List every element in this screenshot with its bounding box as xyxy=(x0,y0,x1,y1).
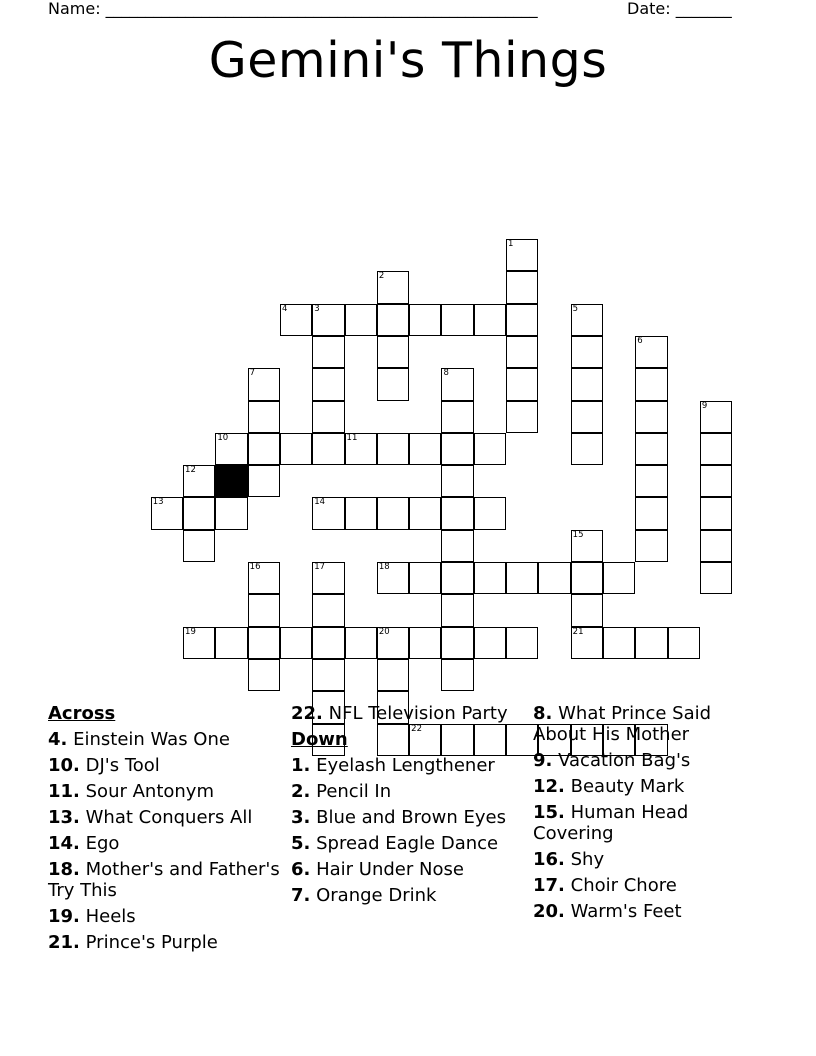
grid-cell[interactable] xyxy=(635,465,667,497)
clue-number: 1. xyxy=(291,755,311,776)
grid-cell[interactable] xyxy=(700,433,732,465)
clue-number: 7. xyxy=(291,885,311,906)
grid-cell[interactable] xyxy=(312,401,344,433)
grid-cell[interactable] xyxy=(700,465,732,497)
grid-cell[interactable] xyxy=(248,594,280,626)
clue-text: Orange Drink xyxy=(316,885,437,906)
clue-number: 10. xyxy=(48,755,80,776)
clue-number-label: 19 xyxy=(185,626,196,637)
grid-cell[interactable] xyxy=(441,304,473,336)
grid-cell[interactable] xyxy=(215,627,247,659)
grid-cell[interactable] xyxy=(377,659,409,691)
clue-text: Hair Under Nose xyxy=(316,859,464,880)
clue-number: 16. xyxy=(533,849,565,870)
clue-item xyxy=(291,885,526,906)
grid-cell[interactable] xyxy=(248,433,280,465)
grid-cell[interactable] xyxy=(700,530,732,562)
clue-text: Warm's Feet xyxy=(570,901,682,922)
grid-cell[interactable] xyxy=(635,336,667,368)
grid-cell[interactable] xyxy=(377,271,409,303)
grid-cell[interactable] xyxy=(312,368,344,400)
clue-number-label: 10 xyxy=(217,432,229,443)
clues-column-3 xyxy=(533,703,768,927)
grid-cell[interactable] xyxy=(377,336,409,368)
grid-cell[interactable] xyxy=(377,497,409,529)
grid-cell[interactable] xyxy=(474,627,506,659)
clue-number-label: 7 xyxy=(249,368,256,379)
clues-column-1 xyxy=(48,703,283,958)
clue-number: 21. xyxy=(48,932,80,953)
grid-cell[interactable] xyxy=(345,497,377,529)
clue-number: 13. xyxy=(48,807,80,828)
clue-text: Beauty Mark xyxy=(570,776,685,797)
clue-number: 5. xyxy=(291,833,311,854)
clue-number: 19. xyxy=(48,906,80,927)
clue-text: Mother's and Father's Try This xyxy=(48,859,280,901)
clue-text: Sour Antonym xyxy=(85,781,214,802)
clue-item xyxy=(533,776,768,797)
clue-number: 3. xyxy=(291,807,311,828)
clue-text: NFL Television Party xyxy=(328,703,508,724)
grid-cell[interactable] xyxy=(280,304,312,336)
clue-number-label: 21 xyxy=(572,626,584,637)
grid-cell[interactable] xyxy=(474,304,506,336)
clue-number: 17. xyxy=(533,875,565,896)
clue-item xyxy=(48,755,283,776)
puzzle-title: Gemini's Things xyxy=(208,32,608,89)
grid-cell[interactable] xyxy=(441,368,473,400)
grid-cell[interactable] xyxy=(700,497,732,529)
clue-item xyxy=(48,906,283,927)
grid-cell[interactable] xyxy=(377,627,409,659)
grid-cell[interactable] xyxy=(571,401,603,433)
grid-cell[interactable] xyxy=(377,433,409,465)
grid-cell[interactable] xyxy=(506,562,538,594)
grid-cell[interactable] xyxy=(635,401,667,433)
grid-cell[interactable] xyxy=(183,465,215,497)
grid-cell[interactable] xyxy=(312,497,344,529)
grid-cell[interactable] xyxy=(441,401,473,433)
clue-number: 22. xyxy=(291,703,323,724)
clue-number-label: 20 xyxy=(378,626,390,637)
clue-number-label: 2 xyxy=(378,271,385,282)
clue-number: 8. xyxy=(533,703,553,724)
clue-text: Einstein Was One xyxy=(73,729,230,750)
clue-item xyxy=(533,875,768,896)
clue-number-label: 9 xyxy=(701,400,708,411)
clue-number-label: 22 xyxy=(411,723,422,734)
grid-cell[interactable] xyxy=(248,401,280,433)
grid-cell[interactable] xyxy=(441,465,473,497)
grid-cell[interactable] xyxy=(312,336,344,368)
clue-number: 6. xyxy=(291,859,311,880)
grid-cell[interactable] xyxy=(635,497,667,529)
clue-text: Ego xyxy=(85,833,120,854)
grid-cell[interactable] xyxy=(441,530,473,562)
grid-cell[interactable] xyxy=(506,271,538,303)
grid-cell[interactable] xyxy=(474,433,506,465)
clue-number-label: 12 xyxy=(185,465,196,476)
grid-cell[interactable] xyxy=(345,627,377,659)
clue-item xyxy=(48,932,283,953)
grid-cell[interactable] xyxy=(248,627,280,659)
clue-text: Prince's Purple xyxy=(85,932,218,953)
grid-cell[interactable] xyxy=(345,433,377,465)
grid-cell[interactable] xyxy=(506,239,538,271)
clue-section-heading: Across xyxy=(48,703,116,724)
grid-cell[interactable] xyxy=(409,627,441,659)
grid-cell[interactable] xyxy=(377,368,409,400)
grid-cell[interactable] xyxy=(571,530,603,562)
grid-cell[interactable] xyxy=(377,304,409,336)
grid-cell[interactable] xyxy=(635,627,667,659)
clue-number: 12. xyxy=(533,776,565,797)
clue-text: Vacation Bag's xyxy=(558,750,691,771)
clue-number-label: 11 xyxy=(346,432,358,443)
grid-cell[interactable] xyxy=(441,497,473,529)
clue-number-label: 16 xyxy=(249,562,261,573)
grid-cell[interactable] xyxy=(506,304,538,336)
clue-text: What Conquers All xyxy=(85,807,253,828)
grid-cell[interactable] xyxy=(571,368,603,400)
grid-cell[interactable] xyxy=(571,594,603,626)
clue-item xyxy=(533,802,768,844)
clue-text: Pencil In xyxy=(316,781,392,802)
clue-text: Choir Chore xyxy=(570,875,677,896)
grid-cell[interactable] xyxy=(312,627,344,659)
grid-cell[interactable] xyxy=(635,433,667,465)
grid-cell[interactable] xyxy=(183,497,215,529)
grid-cell[interactable] xyxy=(603,627,635,659)
clue-item xyxy=(291,781,526,802)
grid-cell[interactable] xyxy=(603,562,635,594)
grid-cell[interactable] xyxy=(571,433,603,465)
clue-item xyxy=(291,703,526,724)
clue-number-label: 5 xyxy=(572,303,579,314)
grid-cell[interactable] xyxy=(571,304,603,336)
clue-number: 9. xyxy=(533,750,553,771)
clue-number-label: 15 xyxy=(572,529,584,540)
grid-cell[interactable] xyxy=(409,304,441,336)
grid-cell[interactable] xyxy=(183,627,215,659)
grid-cell[interactable] xyxy=(248,368,280,400)
grid-cell[interactable] xyxy=(215,497,247,529)
grid-cell[interactable] xyxy=(441,433,473,465)
grid-cell[interactable] xyxy=(700,562,732,594)
grid-cell[interactable] xyxy=(280,433,312,465)
clue-item xyxy=(291,833,526,854)
clue-number: 2. xyxy=(291,781,311,802)
grid-cell[interactable] xyxy=(668,627,700,659)
grid-cell[interactable] xyxy=(215,433,247,465)
clue-item xyxy=(48,833,283,854)
clue-item xyxy=(48,781,283,802)
clue-section-heading: Down xyxy=(291,729,348,750)
clue-number: 14. xyxy=(48,833,80,854)
clues-column-2 xyxy=(291,703,526,911)
clue-number-label: 6 xyxy=(637,335,643,346)
grid-cell[interactable] xyxy=(635,530,667,562)
clue-item xyxy=(291,859,526,880)
clue-item xyxy=(533,703,768,745)
clue-item xyxy=(48,859,283,901)
grid-cell[interactable] xyxy=(538,562,570,594)
date-field-line: Date: _______ xyxy=(627,0,732,18)
grid-cell[interactable] xyxy=(183,530,215,562)
grid-cell[interactable] xyxy=(248,659,280,691)
clue-text: DJ's Tool xyxy=(85,755,160,776)
grid-cell[interactable] xyxy=(377,562,409,594)
grid-cell[interactable] xyxy=(248,562,280,594)
grid-cell[interactable] xyxy=(312,562,344,594)
clue-number: 20. xyxy=(533,901,565,922)
grid-cell[interactable] xyxy=(409,497,441,529)
grid-cell[interactable] xyxy=(345,304,377,336)
grid-cell[interactable] xyxy=(151,497,183,529)
grid-cell[interactable] xyxy=(506,627,538,659)
clue-text: Human Head Covering xyxy=(533,802,689,844)
grid-cell[interactable] xyxy=(700,401,732,433)
grid-cell[interactable] xyxy=(280,627,312,659)
name-field-line: Name: ______________________________________________________ xyxy=(48,0,538,18)
grid-cell[interactable] xyxy=(474,562,506,594)
grid-cell[interactable] xyxy=(441,594,473,626)
clue-number-label: 18 xyxy=(378,562,390,573)
clue-number-label: 13 xyxy=(152,497,164,508)
clue-item xyxy=(533,750,768,771)
clue-text: Heels xyxy=(85,906,136,927)
grid-cell[interactable] xyxy=(312,433,344,465)
clue-text: What Prince Said About His Mother xyxy=(533,703,712,745)
clue-item xyxy=(291,807,526,828)
clue-text: Spread Eagle Dance xyxy=(316,833,499,854)
grid-cell[interactable] xyxy=(506,368,538,400)
clue-item xyxy=(533,849,768,870)
grid-cell[interactable] xyxy=(506,401,538,433)
grid-cell[interactable] xyxy=(506,336,538,368)
clue-number-label: 1 xyxy=(508,239,514,250)
grid-cell[interactable] xyxy=(312,304,344,336)
grid-cell[interactable] xyxy=(571,627,603,659)
grid-cell[interactable] xyxy=(312,659,344,691)
clue-number-label: 14 xyxy=(314,497,326,508)
grid-cell[interactable] xyxy=(635,368,667,400)
clue-number-label: 4 xyxy=(281,303,288,314)
grid-cell[interactable] xyxy=(312,594,344,626)
grid-cell[interactable] xyxy=(571,562,603,594)
clue-text: Shy xyxy=(570,849,605,870)
grid-cell[interactable] xyxy=(409,433,441,465)
clue-item xyxy=(533,901,768,922)
clue-item xyxy=(291,755,526,776)
clue-text: Blue and Brown Eyes xyxy=(316,807,506,828)
clue-number-label: 17 xyxy=(314,562,326,573)
clue-item xyxy=(48,729,283,750)
clue-text: Eyelash Lengthener xyxy=(316,755,495,776)
clue-number: 4. xyxy=(48,729,68,750)
grid-cell[interactable] xyxy=(474,497,506,529)
grid-cell[interactable] xyxy=(441,627,473,659)
grid-cell[interactable] xyxy=(248,465,280,497)
grid-cell[interactable] xyxy=(571,336,603,368)
clue-number: 18. xyxy=(48,859,80,880)
clue-number: 11. xyxy=(48,781,80,802)
grid-block xyxy=(215,465,247,497)
clue-number: 15. xyxy=(533,802,565,823)
grid-cell[interactable] xyxy=(409,562,441,594)
grid-cell[interactable] xyxy=(441,562,473,594)
clue-number-label: 8 xyxy=(443,368,449,379)
grid-cell[interactable] xyxy=(441,659,473,691)
clue-number-label: 3 xyxy=(314,303,320,314)
clue-item xyxy=(48,807,283,828)
